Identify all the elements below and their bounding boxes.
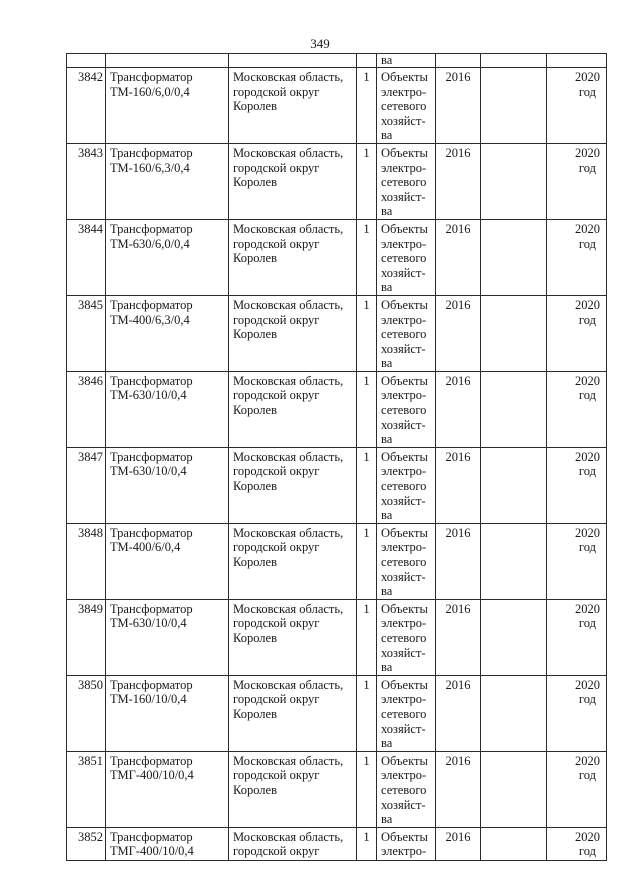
object-address [229, 447, 357, 523]
term [547, 751, 607, 827]
table-row [67, 295, 607, 371]
term-unit: год [578, 312, 596, 327]
object-type-line: хозяйст- [381, 797, 426, 812]
object-name-line: ТМ-400/6/0,4 [110, 540, 181, 555]
object-quantity: 1 [357, 68, 377, 144]
object-type-line: сетевого [381, 630, 427, 645]
term-year: 2020 [575, 221, 600, 236]
address-line: городской округ [233, 236, 320, 251]
object-year: 2016 [436, 219, 481, 295]
empty-cell [481, 219, 547, 295]
object-quantity: 1 [357, 295, 377, 371]
address-line: Московская область, [233, 677, 344, 692]
object-year: 2016 [436, 751, 481, 827]
object-name-line: Трансформатор [110, 677, 193, 692]
object-type-line: хозяйст- [381, 645, 426, 660]
object-name [106, 827, 229, 860]
address-line: Московская область, [233, 373, 344, 388]
object-type-line: Объекты [381, 677, 428, 692]
address-line: Московская область, [233, 449, 344, 464]
empty-cell [481, 447, 547, 523]
object-address [229, 219, 357, 295]
empty-cell [481, 371, 547, 447]
object-type-line: электро- [381, 236, 427, 251]
object-type-line: сетевого [381, 782, 427, 797]
address-line: Королев [233, 479, 277, 494]
object-type-line: ва [381, 356, 393, 371]
address-line: Королев [233, 555, 277, 569]
object-name-line: Трансформатор [110, 449, 193, 464]
object-quantity: 1 [357, 219, 377, 295]
object-type-line: ва [381, 812, 393, 827]
object-year: 2016 [436, 447, 481, 523]
object-name-line: ТМ-160/10/0,4 [110, 692, 187, 707]
object-type-line: сетевого [381, 175, 427, 190]
address-line: городской округ [233, 312, 320, 327]
object-type-line: сетевого [381, 555, 427, 569]
object-type-line: электро- [381, 692, 427, 707]
term-unit: год [578, 844, 596, 859]
object-type-line: Объекты [381, 753, 428, 768]
object-year: 2016 [436, 827, 481, 860]
object-name [106, 68, 229, 144]
object-type-line: хозяйст- [381, 113, 426, 128]
object-type [377, 68, 436, 144]
address-line: городской округ [233, 844, 320, 859]
object-type [377, 447, 436, 523]
object-type-line: ва [381, 660, 393, 675]
object-name-line: ТМ-400/6,3/0,4 [110, 312, 190, 327]
object-year: 2016 [436, 523, 481, 599]
object-year: 2016 [436, 599, 481, 675]
object-address [229, 675, 357, 751]
page-number: 349 [310, 36, 330, 51]
address-line: Московская область, [233, 829, 344, 844]
term [547, 68, 607, 144]
address-line: городской округ [233, 616, 320, 631]
row-number: 3850 [67, 675, 106, 751]
row-number: 3842 [67, 68, 106, 144]
object-type-line: хозяйст- [381, 341, 426, 356]
object-type-line: хозяйст- [381, 493, 426, 508]
empty-cell [481, 143, 547, 219]
object-name [106, 599, 229, 675]
cont-cell-name [106, 54, 229, 68]
table-row [67, 447, 607, 523]
term-unit: год [578, 616, 596, 631]
object-quantity: 1 [357, 675, 377, 751]
empty-cell [481, 675, 547, 751]
object-type-line: Объекты [381, 601, 428, 616]
address-line: Московская область, [233, 601, 344, 616]
object-type-line: сетевого [381, 403, 427, 418]
object-type-line: Объекты [381, 525, 428, 540]
term-year: 2020 [575, 601, 600, 616]
term [547, 675, 607, 751]
object-type [377, 523, 436, 599]
object-type-line: сетевого [381, 251, 427, 266]
table-row [67, 219, 607, 295]
term-unit: год [578, 84, 596, 99]
address-line: городской округ [233, 160, 320, 175]
object-name-line: ТМ-630/10/0,4 [110, 388, 187, 403]
object-name [106, 143, 229, 219]
object-name-line: Трансформатор [110, 525, 193, 540]
term-unit: год [578, 236, 596, 251]
registry-table [66, 53, 607, 861]
object-name [106, 371, 229, 447]
object-name-line: Трансформатор [110, 221, 193, 236]
row-number: 3847 [67, 447, 106, 523]
term-unit: год [578, 768, 596, 783]
term [547, 295, 607, 371]
row-number: 3844 [67, 219, 106, 295]
term [547, 219, 607, 295]
address-line: Королев [233, 706, 277, 721]
address-line: городской округ [233, 84, 320, 99]
term-unit: год [578, 160, 596, 175]
cont-cell-type: ва [377, 54, 436, 68]
object-type [377, 295, 436, 371]
object-type [377, 143, 436, 219]
object-type-line: сетевого [381, 327, 427, 342]
term [547, 827, 607, 860]
term-year: 2020 [575, 677, 600, 692]
object-name-line: Трансформатор [110, 373, 193, 388]
object-type-line: Объекты [381, 297, 428, 312]
object-type-line: электро- [381, 540, 427, 555]
row-number: 3843 [67, 143, 106, 219]
object-type-line: ва [381, 432, 393, 447]
empty-cell [481, 68, 547, 144]
term [547, 447, 607, 523]
object-name-line: ТМ-160/6,0/0,4 [110, 84, 190, 99]
object-address [229, 599, 357, 675]
empty-cell [481, 751, 547, 827]
object-type-line: Объекты [381, 829, 428, 844]
address-line: Королев [233, 99, 277, 114]
address-line: Московская область, [233, 70, 344, 84]
term-year: 2020 [575, 525, 600, 540]
object-type [377, 675, 436, 751]
table-row [67, 68, 607, 144]
address-line: городской округ [233, 464, 320, 479]
term-unit: год [578, 540, 596, 555]
object-address [229, 827, 357, 860]
empty-cell [481, 599, 547, 675]
object-type-line: сетевого [381, 479, 427, 494]
continuation-row [67, 54, 607, 68]
table-row [67, 751, 607, 827]
term-unit: год [578, 692, 596, 707]
object-name-line: Трансформатор [110, 297, 193, 312]
address-line: городской округ [233, 388, 320, 403]
empty-cell [481, 827, 547, 860]
object-type-line: хозяйст- [381, 417, 426, 432]
object-name [106, 295, 229, 371]
object-name-line: ТМ-630/10/0,4 [110, 464, 187, 479]
term-year: 2020 [575, 145, 600, 160]
row-number: 3848 [67, 523, 106, 599]
term [547, 523, 607, 599]
address-line: городской округ [233, 540, 320, 555]
empty-cell [481, 523, 547, 599]
object-quantity: 1 [357, 447, 377, 523]
object-type-line: сетевого [381, 706, 427, 721]
object-type-line: электро- [381, 388, 427, 403]
table-row [67, 523, 607, 599]
term-unit: год [578, 388, 596, 403]
object-year: 2016 [436, 675, 481, 751]
cont-cell-num [67, 54, 106, 68]
term-year: 2020 [575, 297, 600, 312]
term-year: 2020 [575, 829, 600, 844]
object-quantity: 1 [357, 523, 377, 599]
object-year: 2016 [436, 295, 481, 371]
object-name-line: ТМ-160/6,3/0,4 [110, 160, 190, 175]
object-type-line: ва [381, 280, 393, 295]
object-name-line: ТМ-630/10/0,4 [110, 616, 187, 631]
address-line: Московская область, [233, 297, 344, 312]
address-line: Московская область, [233, 145, 344, 160]
object-type-line: хозяйст- [381, 569, 426, 584]
row-number: 3849 [67, 599, 106, 675]
object-name [106, 675, 229, 751]
object-type [377, 371, 436, 447]
address-line: Королев [233, 251, 277, 266]
table-row [67, 371, 607, 447]
object-type-line: электро- [381, 312, 427, 327]
object-name-line: ТМГ-400/10/0,4 [110, 768, 194, 783]
term [547, 371, 607, 447]
object-type-line: электро- [381, 844, 427, 859]
object-name-line: Трансформатор [110, 753, 193, 768]
object-type-line: Объекты [381, 373, 428, 388]
object-quantity: 1 [357, 143, 377, 219]
object-type-line: электро- [381, 464, 427, 479]
object-address [229, 143, 357, 219]
cont-cell-address [229, 54, 357, 68]
object-name [106, 523, 229, 599]
address-line: Королев [233, 175, 277, 190]
object-type-line: ва [381, 128, 393, 143]
table-row [67, 599, 607, 675]
table-row [67, 143, 607, 219]
object-name-line: Трансформатор [110, 829, 193, 844]
object-name [106, 751, 229, 827]
object-name-line: ТМГ-400/10/0,4 [110, 844, 194, 859]
object-type-line: Объекты [381, 145, 428, 160]
object-type-line: электро- [381, 768, 427, 783]
object-type-line: ва [381, 508, 393, 523]
term-year: 2020 [575, 70, 600, 84]
object-address [229, 523, 357, 599]
cont-cell-year [436, 54, 481, 68]
cont-cell-term [547, 54, 607, 68]
address-line: Королев [233, 403, 277, 418]
object-year: 2016 [436, 371, 481, 447]
row-number: 3851 [67, 751, 106, 827]
registry-table-container [66, 53, 606, 861]
object-address [229, 68, 357, 144]
row-number: 3846 [67, 371, 106, 447]
object-type-line: ва [381, 204, 393, 219]
object-type [377, 751, 436, 827]
cont-cell-empty [481, 54, 547, 68]
object-name-line: ТМ-630/6,0/0,4 [110, 236, 190, 251]
table-row [67, 827, 607, 860]
object-type-line: Объекты [381, 70, 428, 84]
object-quantity: 1 [357, 751, 377, 827]
object-type-line: хозяйст- [381, 721, 426, 736]
object-address [229, 295, 357, 371]
address-line: городской округ [233, 768, 320, 783]
object-type-line: электро- [381, 84, 427, 99]
object-type-line: хозяйст- [381, 265, 426, 280]
table-row [67, 675, 607, 751]
object-type-line: сетевого [381, 99, 427, 114]
object-name [106, 219, 229, 295]
address-line: Московская область, [233, 753, 344, 768]
object-name [106, 447, 229, 523]
address-line: Королев [233, 327, 277, 342]
object-year: 2016 [436, 143, 481, 219]
object-type [377, 219, 436, 295]
object-address [229, 751, 357, 827]
object-type-line: Объекты [381, 221, 428, 236]
object-type [377, 599, 436, 675]
row-number: 3852 [67, 827, 106, 860]
object-type-line: хозяйст- [381, 189, 426, 204]
object-type-line: ва [381, 736, 393, 751]
object-type [377, 827, 436, 860]
address-line: Московская область, [233, 525, 344, 540]
term [547, 143, 607, 219]
term-year: 2020 [575, 753, 600, 768]
object-quantity: 1 [357, 599, 377, 675]
object-type-line: электро- [381, 616, 427, 631]
term-year: 2020 [575, 449, 600, 464]
term [547, 599, 607, 675]
object-type-line: электро- [381, 160, 427, 175]
address-line: Московская область, [233, 221, 344, 236]
object-quantity: 1 [357, 827, 377, 860]
empty-cell [481, 295, 547, 371]
object-type-line: ва [381, 584, 393, 599]
address-line: городской округ [233, 692, 320, 707]
object-name-line: Трансформатор [110, 601, 193, 616]
term-unit: год [578, 464, 596, 479]
object-name-line: Трансформатор [110, 145, 193, 160]
object-quantity: 1 [357, 371, 377, 447]
cont-cell-qty [357, 54, 377, 68]
address-line: Королев [233, 630, 277, 645]
row-number: 3845 [67, 295, 106, 371]
address-line: Королев [233, 782, 277, 797]
object-address [229, 371, 357, 447]
term-year: 2020 [575, 373, 600, 388]
object-type-line: Объекты [381, 449, 428, 464]
object-name-line: Трансформатор [110, 70, 193, 84]
object-year: 2016 [436, 68, 481, 144]
